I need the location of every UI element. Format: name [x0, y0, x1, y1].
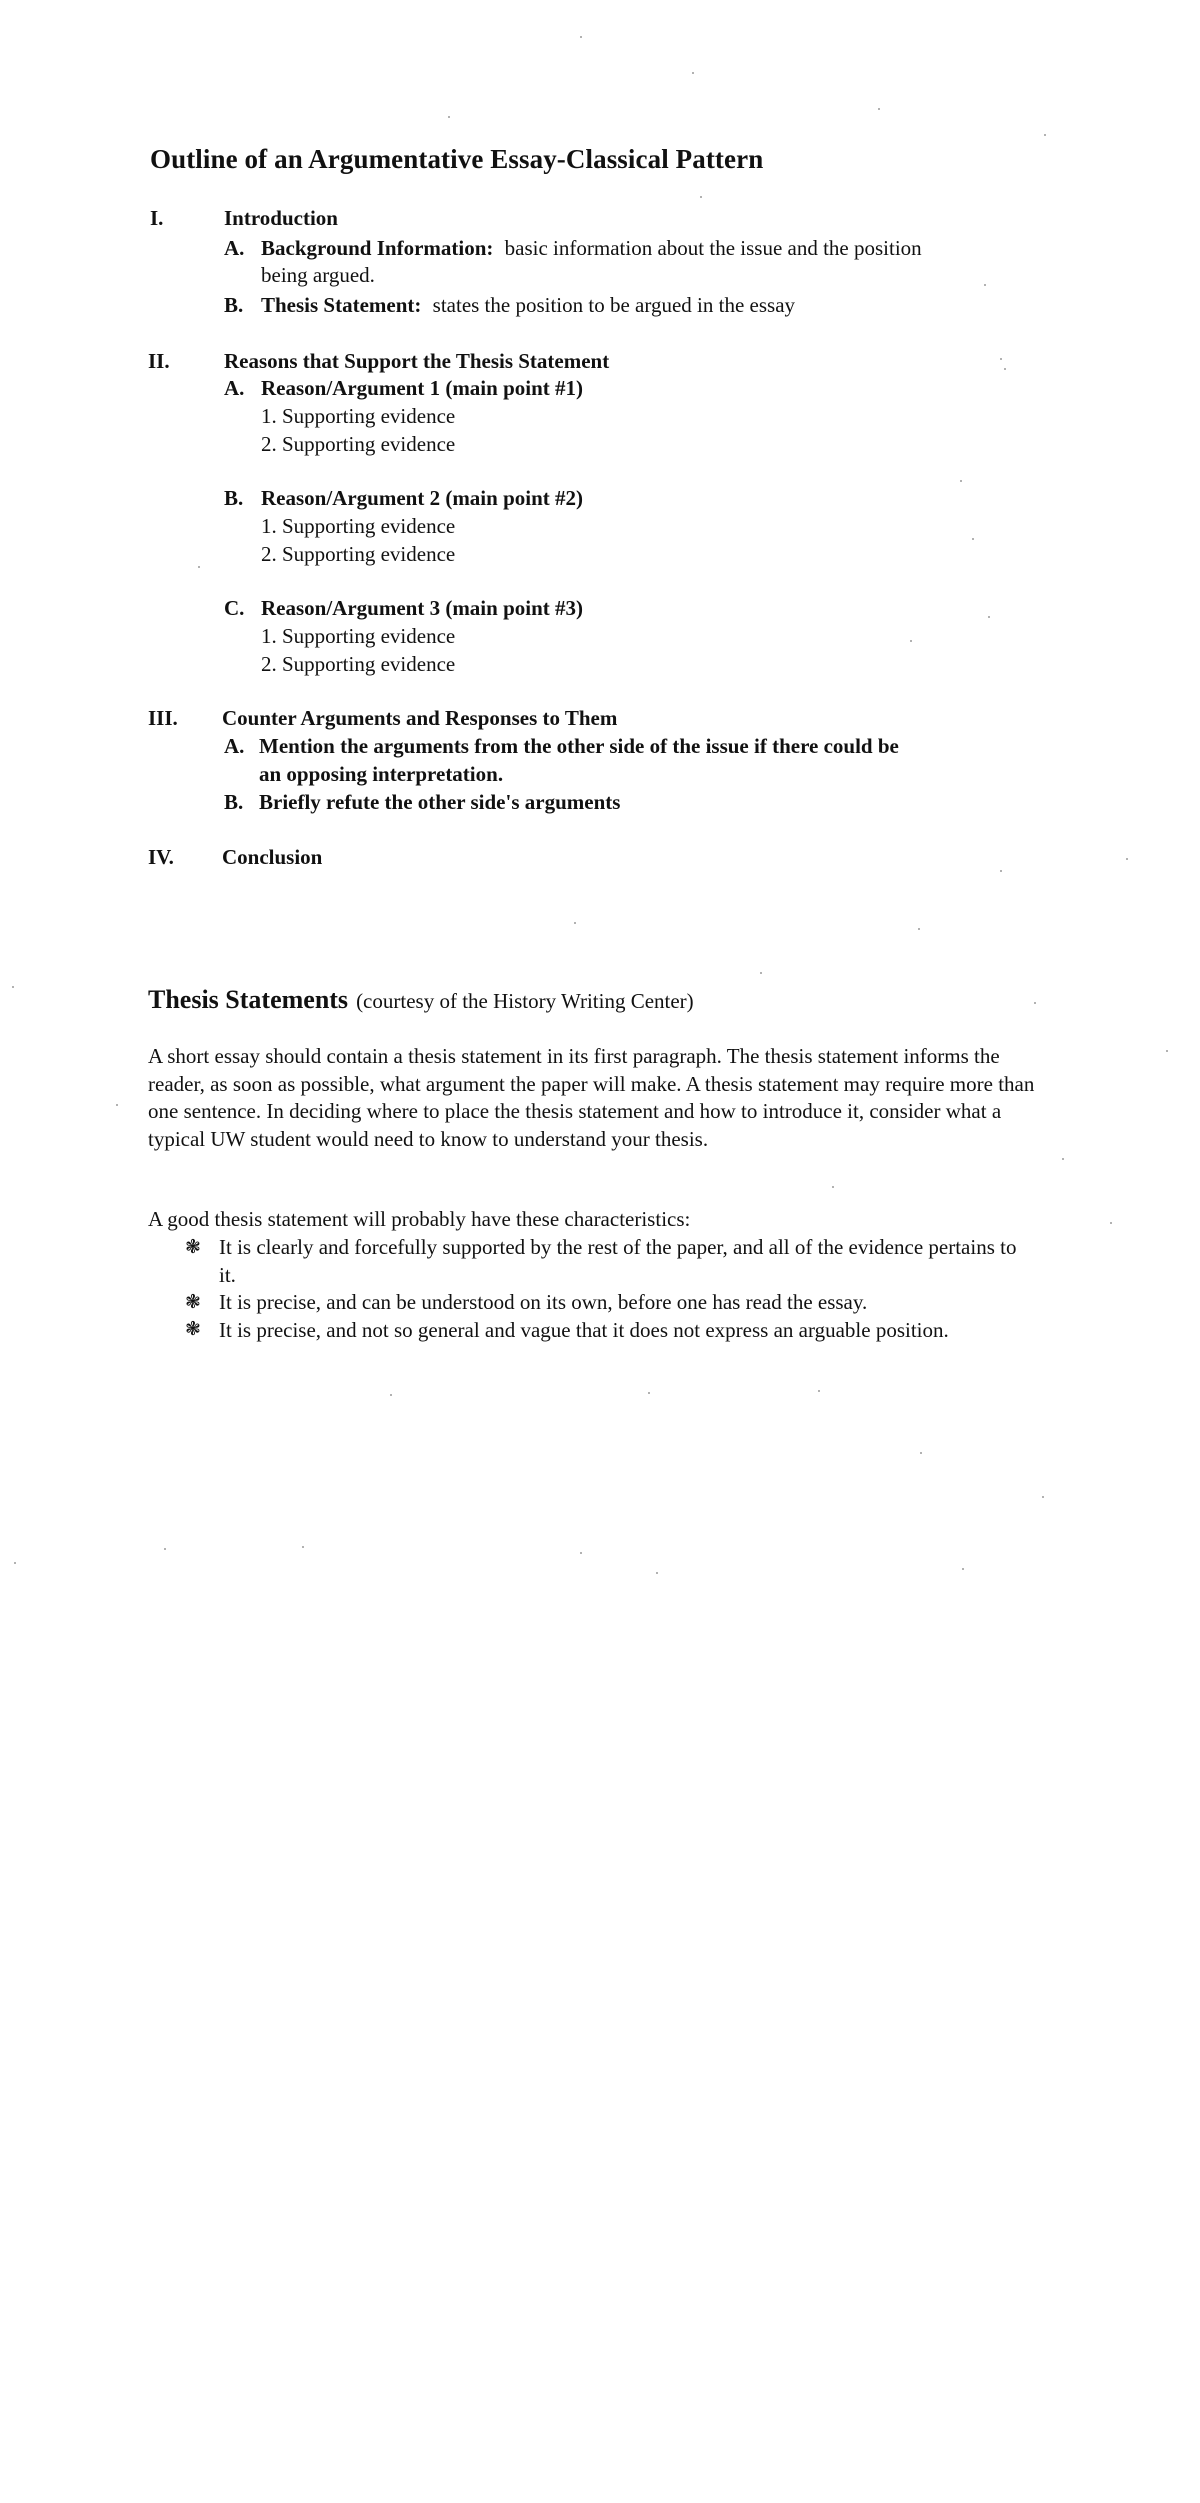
item-letter: B. — [224, 790, 244, 814]
item-letter: A. — [224, 376, 245, 400]
reason-2-label: Reason/Argument 2 (main point #2) — [261, 486, 584, 510]
section-heading-conclusion: Conclusion — [222, 845, 323, 869]
item-label: Thesis Statement: — [261, 293, 422, 317]
item-letter: A. — [224, 734, 245, 758]
thesis-paragraph: A short essay should contain a thesis statement in its first paragraph. The thesis statement informs the reader, as soon as possible, what argument the paper will make. A thesis statement may require more than one sentence. In deciding where to place the thesis statement and how to introduce it, consider what a typical UW student would need to know to understand your thesis. — [148, 1044, 1035, 1151]
item-text: basic information about the issue and the position — [504, 236, 922, 260]
evidence-item: 2. Supporting evidence — [261, 652, 456, 676]
counter-argument-label-continuation: an opposing interpretation. — [259, 762, 504, 786]
item-letter: C. — [224, 596, 245, 620]
thesis-statement-item — [261, 293, 795, 318]
evidence-item: 1. Supporting evidence — [261, 514, 456, 538]
background-information-item — [261, 236, 922, 261]
section-numeral-4: IV. — [148, 845, 174, 869]
section-numeral-2: II. — [148, 349, 170, 373]
section-heading-introduction: Introduction — [224, 206, 338, 230]
evidence-item: 2. Supporting evidence — [261, 542, 456, 566]
item-letter: B. — [224, 486, 244, 510]
flower-bullet-icon: ❃ — [185, 1237, 201, 1258]
evidence-item: 2. Supporting evidence — [261, 432, 456, 456]
section-heading-counter-arguments: Counter Arguments and Responses to Them — [222, 706, 618, 730]
flower-bullet-icon: ❃ — [185, 1292, 201, 1313]
thesis-note: (courtesy of the History Writing Center) — [356, 989, 694, 1013]
item-letter: B. — [224, 293, 244, 317]
item-text-continuation: being argued. — [261, 263, 375, 287]
item-label: Background Information: — [261, 236, 494, 260]
page-title: Outline of an Argumentative Essay-Classical Pattern — [150, 144, 764, 174]
evidence-item: 1. Supporting evidence — [261, 624, 456, 648]
item-text: states the position to be argued in the essay — [432, 293, 796, 317]
list-item: It is precise, and not so general and vague that it does not express an arguable position. — [219, 1318, 949, 1342]
reason-3-label: Reason/Argument 3 (main point #3) — [261, 596, 584, 620]
evidence-item: 1. Supporting evidence — [261, 404, 456, 428]
refute-label: Briefly refute the other side's arguments — [259, 790, 621, 814]
list-item: It is precise, and can be understood on its own, before one has read the essay. — [219, 1290, 868, 1314]
thesis-title: Thesis Statements — [148, 985, 349, 1014]
item-letter: A. — [224, 236, 245, 260]
counter-argument-label: Mention the arguments from the other side of the issue if there could be — [259, 734, 899, 758]
thesis-section-heading — [148, 985, 694, 1015]
section-numeral-1: I. — [150, 206, 164, 230]
section-numeral-3: III. — [148, 706, 178, 730]
list-item: It is clearly and forcefully supported by the rest of the paper, and all of the evidence pertains to it. — [219, 1235, 1017, 1287]
flower-bullet-icon: ❃ — [185, 1319, 201, 1340]
thesis-intro: A good thesis statement will probably have these characteristics: — [148, 1207, 691, 1231]
reason-1-label: Reason/Argument 1 (main point #1) — [261, 376, 584, 400]
section-heading-reasons: Reasons that Support the Thesis Statement — [224, 349, 610, 373]
